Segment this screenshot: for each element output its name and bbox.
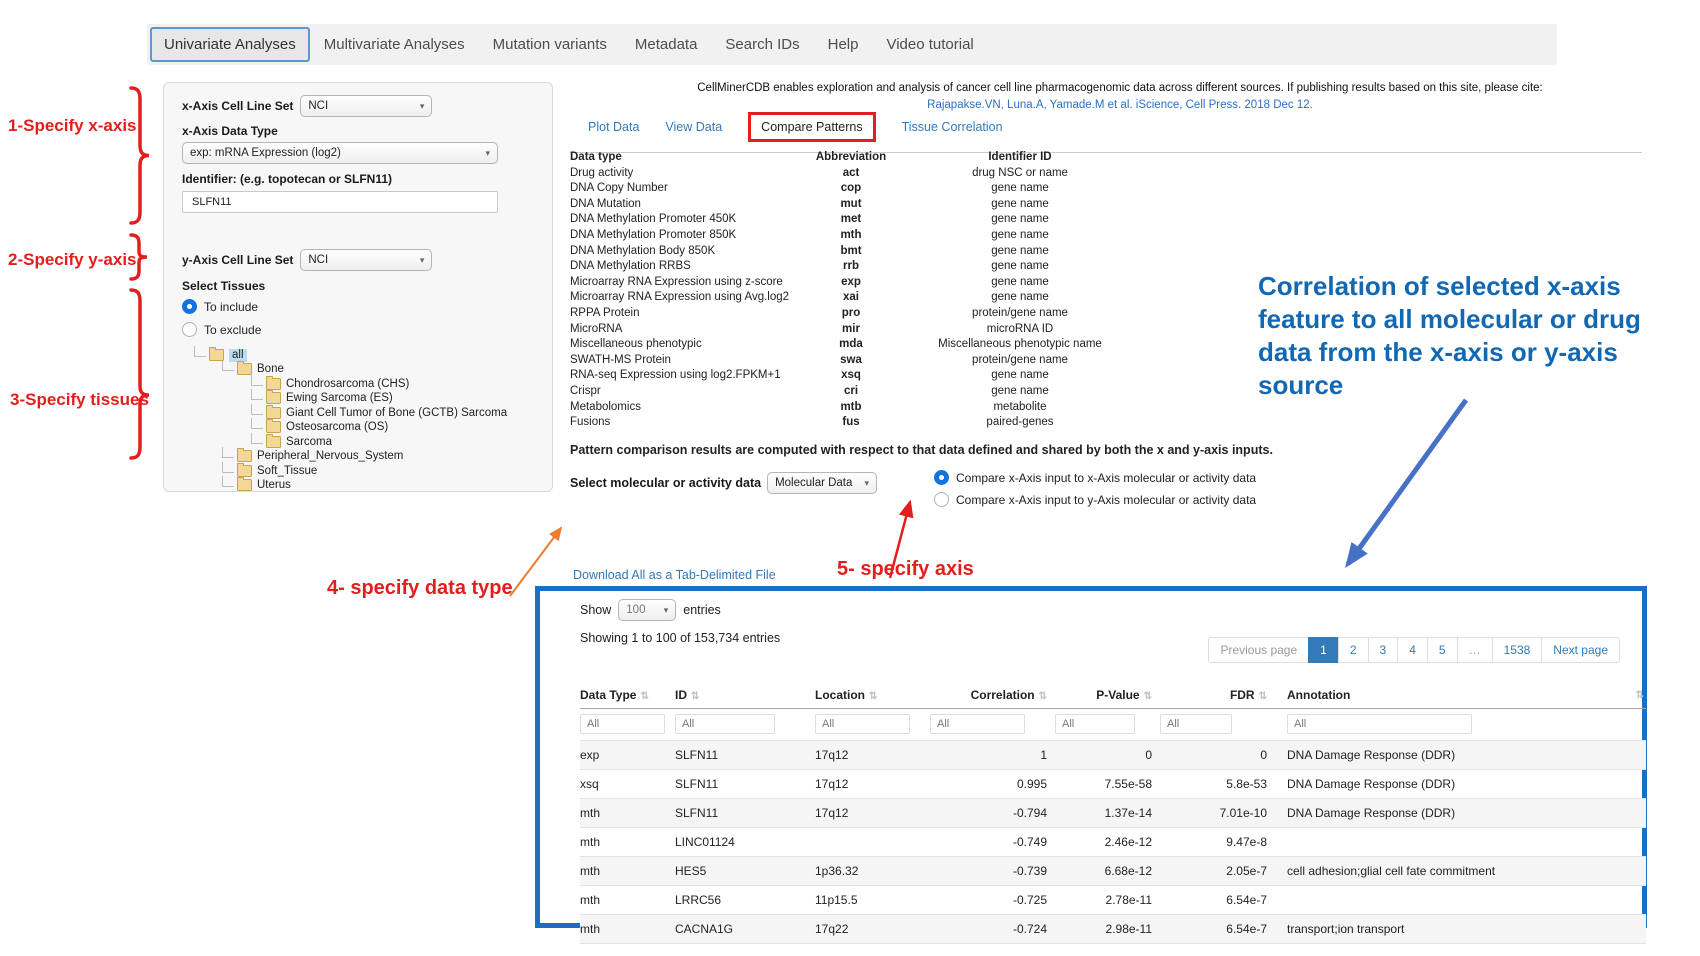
page-4-button[interactable]: 4 bbox=[1397, 637, 1428, 663]
cell-id: LRRC56 bbox=[675, 886, 815, 915]
x-axis-data-type-label: x-Axis Data Type bbox=[182, 124, 278, 138]
legend-name: RNA-seq Expression using log2.FPKM+1 bbox=[570, 369, 781, 382]
legend-row bbox=[570, 306, 1145, 322]
folder-icon bbox=[237, 363, 252, 375]
table-row bbox=[580, 886, 1646, 915]
pagination-ellipsis: … bbox=[1457, 637, 1493, 663]
cell-data-type: xsq bbox=[580, 770, 675, 799]
folder-icon bbox=[266, 421, 281, 433]
cell-p-value: 2.98e-11 bbox=[1055, 915, 1160, 944]
cell-location: 11p15.5 bbox=[815, 886, 930, 915]
page-3-button[interactable]: 3 bbox=[1368, 637, 1399, 663]
radio-on-icon bbox=[934, 470, 949, 485]
legend-name: Metabolomics bbox=[570, 400, 641, 413]
compare-axis-radio-group bbox=[934, 470, 1256, 514]
y-axis-cell-line-set-select[interactable] bbox=[300, 249, 432, 271]
cell-annotation bbox=[1275, 886, 1646, 915]
legend-name: DNA Methylation Promoter 450K bbox=[570, 213, 737, 226]
cell-location: 17q12 bbox=[815, 770, 930, 799]
legend-abbr: act bbox=[842, 166, 860, 179]
arrow-callout bbox=[1330, 392, 1480, 580]
table-row bbox=[580, 915, 1646, 944]
tree-node-label: Soft_Tissue bbox=[257, 464, 318, 477]
brace-x-axis bbox=[128, 83, 152, 228]
cell-data-type: mth bbox=[580, 857, 675, 886]
sort-icon: ⇅ bbox=[869, 691, 878, 702]
download-tab-delimited-link[interactable]: Download All as a Tab-Delimited File bbox=[573, 568, 776, 582]
legend-abbr: rrb bbox=[843, 260, 859, 273]
chevron-down-icon: ▾ bbox=[419, 254, 425, 265]
legend-row bbox=[570, 259, 1145, 275]
compare-y-axis-label: Compare x-Axis input to y-Axis molecular or activity data bbox=[956, 492, 1257, 507]
page-2-button[interactable]: 2 bbox=[1338, 637, 1369, 663]
cell-data-type: mth bbox=[580, 799, 675, 828]
legend-row bbox=[570, 322, 1145, 338]
legend-abbr: cri bbox=[843, 384, 859, 397]
sort-icon: ⇅ bbox=[1143, 691, 1152, 702]
legend-abbr: xai bbox=[843, 291, 859, 304]
legend-name: MicroRNA bbox=[570, 322, 623, 335]
legend-name: Microarray RNA Expression using z-score bbox=[570, 275, 783, 288]
cell-fdr: 5.8e-53 bbox=[1160, 770, 1275, 799]
legend-abbr: xsq bbox=[841, 369, 861, 382]
cell-id: LINC01124 bbox=[675, 828, 815, 857]
cell-location: 17q12 bbox=[815, 741, 930, 770]
page-1538-button[interactable]: 1538 bbox=[1492, 637, 1543, 663]
radio-to-include[interactable] bbox=[182, 299, 534, 314]
cell-data-type: mth bbox=[580, 915, 675, 944]
tree-node-sarcoma[interactable] bbox=[182, 434, 534, 449]
showing-entries-text: Showing 1 to 100 of 153,734 entries bbox=[580, 631, 781, 645]
citation-link[interactable]: Rajapakse.VN, Luna.A, Yamade.M et al. iScience, Cell Press. 2018 Dec 12. bbox=[927, 99, 1313, 111]
arrow-specify-axis bbox=[880, 490, 926, 586]
legend-name: RPPA Protein bbox=[570, 306, 640, 319]
cell-correlation: -0.724 bbox=[930, 915, 1055, 944]
tree-node-label: Chondrosarcoma (CHS) bbox=[286, 377, 410, 390]
legend-abbr: mda bbox=[839, 338, 863, 351]
legend-id: gene name bbox=[991, 228, 1049, 241]
legend-name: SWATH-MS Protein bbox=[570, 353, 671, 366]
legend-id: gene name bbox=[991, 291, 1049, 304]
legend-abbr: cop bbox=[840, 182, 862, 195]
tree-node-gctb-sarcoma[interactable] bbox=[182, 405, 534, 420]
cell-annotation: cell adhesion;glial cell fate commitment bbox=[1275, 857, 1646, 886]
legend-row bbox=[570, 368, 1145, 384]
table-row bbox=[580, 857, 1646, 886]
legend-name: DNA Methylation Body 850K bbox=[570, 244, 716, 257]
legend-name: DNA Mutation bbox=[570, 197, 641, 210]
cell-p-value: 2.78e-11 bbox=[1055, 886, 1160, 915]
folder-icon bbox=[237, 465, 252, 477]
tree-connector bbox=[222, 476, 234, 487]
sort-icon: ⇅ bbox=[691, 691, 700, 702]
tab-tissue-correlation[interactable]: Tissue Correlation bbox=[901, 120, 1003, 134]
legend-abbr: mth bbox=[840, 228, 862, 241]
annotation-step5: 5- specify axis bbox=[837, 558, 974, 580]
x-axis-cell-line-set-label: x-Axis Cell Line Set bbox=[182, 99, 294, 113]
tab-help[interactable]: Help bbox=[827, 36, 859, 53]
legend-name: DNA Methylation Promoter 850K bbox=[570, 228, 737, 241]
cell-annotation bbox=[1275, 828, 1646, 857]
cell-location: 17q12 bbox=[815, 799, 930, 828]
legend-name: DNA Methylation RRBS bbox=[570, 260, 691, 273]
legend-row bbox=[570, 415, 1145, 431]
cell-p-value: 0 bbox=[1055, 741, 1160, 770]
tree-node-label: Ewing Sarcoma (ES) bbox=[286, 392, 393, 404]
cell-location: 17q22 bbox=[815, 915, 930, 944]
tab-compare-patterns[interactable]: Compare Patterns bbox=[748, 112, 875, 142]
filter-annotation-input[interactable] bbox=[1287, 714, 1472, 734]
tree-node-label: Sarcoma bbox=[286, 435, 333, 448]
legend-name: Microarray RNA Expression using Avg.log2 bbox=[570, 291, 790, 304]
page-size-value: 100 bbox=[626, 604, 646, 616]
y-axis-cell-line-set-label: y-Axis Cell Line Set bbox=[182, 253, 294, 267]
col-header-data-type[interactable]: Data Type ⇅ bbox=[580, 685, 675, 709]
cell-data-type: exp bbox=[580, 741, 675, 770]
tab-mutation-variants[interactable]: Mutation variants bbox=[492, 36, 607, 53]
cell-location bbox=[815, 828, 930, 857]
cell-id: SLFN11 bbox=[675, 741, 815, 770]
y-axis-cell-line-set-value: NCI bbox=[308, 254, 329, 266]
legend-id: gene name bbox=[991, 369, 1049, 382]
folder-icon bbox=[266, 407, 281, 419]
legend-row bbox=[570, 166, 1145, 182]
cell-id: SLFN11 bbox=[675, 799, 815, 828]
page-size-select[interactable] bbox=[618, 599, 676, 621]
tree-node-chondrosarcoma[interactable] bbox=[182, 376, 534, 391]
legend-id: metabolite bbox=[993, 400, 1047, 413]
legend-id: paired-genes bbox=[986, 416, 1054, 429]
cell-location: 1p36.32 bbox=[815, 857, 930, 886]
folder-icon bbox=[209, 349, 224, 361]
tree-connector bbox=[222, 462, 234, 473]
cell-fdr: 6.54e-7 bbox=[1160, 886, 1275, 915]
results-highlight-box bbox=[535, 586, 1647, 936]
brace-y-axis bbox=[128, 231, 152, 283]
compare-x-axis-label: Compare x-Axis input to x-Axis molecular or activity data bbox=[956, 470, 1257, 485]
chevron-down-icon: ▾ bbox=[485, 147, 490, 158]
legend-id: gene name bbox=[991, 213, 1049, 226]
col-header-location[interactable]: Location ⇅ bbox=[815, 685, 930, 709]
filter-fdr-input[interactable] bbox=[1160, 714, 1232, 734]
folder-icon bbox=[266, 436, 281, 448]
legend-id: gene name bbox=[991, 197, 1049, 210]
annotation-step1: 1-Specify x-axis bbox=[8, 116, 137, 135]
tree-connector bbox=[251, 389, 263, 400]
col-header-p-value[interactable]: P-Value ⇅ bbox=[1055, 685, 1160, 709]
tree-connector bbox=[251, 375, 263, 386]
legend-row bbox=[570, 384, 1145, 400]
tree-node-bone[interactable] bbox=[182, 362, 534, 377]
chevron-down-icon: ▾ bbox=[419, 100, 425, 111]
table-row bbox=[580, 828, 1646, 857]
tree-connector bbox=[222, 360, 234, 371]
brace-tissues bbox=[128, 285, 152, 463]
radio-compare-x-axis[interactable] bbox=[934, 470, 1256, 485]
tab-metadata[interactable]: Metadata bbox=[634, 36, 698, 53]
pagination bbox=[1209, 637, 1620, 663]
radio-off-icon bbox=[934, 492, 949, 507]
col-header-annotation[interactable]: Annotation ⇅ bbox=[1275, 685, 1646, 709]
col-header-fdr[interactable]: FDR ⇅ bbox=[1160, 685, 1275, 709]
table-row bbox=[580, 741, 1646, 770]
legend-id: protein/gene name bbox=[972, 353, 1068, 366]
cell-annotation: transport;ion transport bbox=[1275, 915, 1646, 944]
radio-off-icon bbox=[182, 322, 197, 337]
cell-p-value: 1.37e-14 bbox=[1055, 799, 1160, 828]
legend-row bbox=[570, 197, 1145, 213]
cell-p-value: 6.68e-12 bbox=[1055, 857, 1160, 886]
radio-on-icon bbox=[182, 299, 197, 314]
tree-node-label: Giant Cell Tumor of Bone (GCTB) Sarcoma bbox=[286, 406, 508, 419]
legend-id: gene name bbox=[991, 182, 1049, 195]
view-tabs bbox=[588, 112, 1003, 142]
show-label: Show bbox=[580, 603, 612, 617]
legend-abbr: exp bbox=[841, 275, 861, 288]
tab-plot-data[interactable]: Plot Data bbox=[588, 120, 640, 134]
cell-fdr: 6.54e-7 bbox=[1160, 915, 1275, 944]
tree-node-label: Bone bbox=[257, 363, 284, 375]
legend-row bbox=[570, 353, 1145, 369]
tree-connector bbox=[251, 433, 263, 444]
identifier-input[interactable] bbox=[182, 191, 498, 213]
x-axis-cell-line-set-value: NCI bbox=[308, 100, 329, 112]
legend-id: gene name bbox=[991, 275, 1049, 288]
cell-annotation: DNA Damage Response (DDR) bbox=[1275, 799, 1646, 828]
data-type-legend-table bbox=[570, 150, 1145, 431]
cell-fdr: 7.01e-10 bbox=[1160, 799, 1275, 828]
legend-row bbox=[570, 244, 1145, 260]
legend-row bbox=[570, 290, 1145, 306]
legend-header-data-type: Data type bbox=[570, 151, 622, 163]
top-nav bbox=[147, 24, 1557, 65]
legend-name: Crispr bbox=[570, 384, 601, 397]
filter-correlation-input[interactable] bbox=[930, 714, 1025, 734]
cell-correlation: -0.739 bbox=[930, 857, 1055, 886]
legend-id: gene name bbox=[991, 260, 1049, 273]
legend-id: protein/gene name bbox=[972, 306, 1068, 319]
tree-node-label: all bbox=[229, 349, 247, 362]
annotation-step2: 2-Specify y-axis bbox=[8, 250, 137, 269]
legend-abbr: pro bbox=[841, 306, 861, 319]
correlation-callout: Correlation of selected x-axis feature to all molecular or drug data from the x-axis or y-axis source bbox=[1258, 271, 1641, 400]
filter-id-input[interactable] bbox=[675, 714, 775, 734]
tree-connector bbox=[251, 418, 263, 429]
cell-p-value: 2.46e-12 bbox=[1055, 828, 1160, 857]
tree-node-soft-tissue[interactable] bbox=[182, 463, 534, 478]
legend-name: Drug activity bbox=[570, 166, 634, 179]
select-molecular-data-label: Select molecular or activity data bbox=[570, 476, 762, 490]
tree-node-all[interactable] bbox=[182, 347, 534, 362]
legend-row bbox=[570, 337, 1145, 353]
cell-correlation: -0.794 bbox=[930, 799, 1055, 828]
legend-name: DNA Copy Number bbox=[570, 182, 668, 195]
filter-data-type-input[interactable] bbox=[580, 714, 665, 734]
to-include-label: To include bbox=[204, 299, 259, 314]
axis-settings-panel bbox=[163, 82, 553, 492]
entries-label: entries bbox=[683, 603, 721, 617]
tissue-tree bbox=[182, 347, 534, 492]
tree-connector bbox=[222, 447, 234, 458]
folder-icon bbox=[266, 392, 281, 404]
legend-id: microRNA ID bbox=[986, 322, 1054, 335]
sort-icon: ⇅ bbox=[1258, 691, 1267, 702]
legend-row bbox=[570, 212, 1145, 228]
cell-data-type: mth bbox=[580, 828, 675, 857]
table-row bbox=[580, 770, 1646, 799]
legend-row bbox=[570, 275, 1145, 291]
select-tissues-label: Select Tissues bbox=[182, 279, 266, 293]
sort-icon: ⇅ bbox=[640, 691, 649, 702]
tab-view-data[interactable]: View Data bbox=[665, 120, 723, 134]
folder-icon bbox=[266, 378, 281, 390]
filter-p-value-input[interactable] bbox=[1055, 714, 1135, 734]
chevron-down-icon: ▾ bbox=[663, 604, 669, 615]
page-1-button[interactable]: 1 bbox=[1308, 637, 1339, 663]
table-row bbox=[580, 799, 1646, 828]
radio-to-exclude[interactable] bbox=[182, 322, 534, 337]
cell-correlation: -0.725 bbox=[930, 886, 1055, 915]
molecular-data-select[interactable] bbox=[767, 472, 877, 494]
legend-id: drug NSC or name bbox=[972, 166, 1068, 179]
tab-multivariate-analyses[interactable]: Multivariate Analyses bbox=[323, 36, 465, 53]
tab-video-tutorial[interactable]: Video tutorial bbox=[886, 36, 974, 53]
legend-abbr: bmt bbox=[840, 244, 862, 257]
cell-p-value: 7.55e-58 bbox=[1055, 770, 1160, 799]
tree-node-ewing-sarcoma[interactable] bbox=[182, 391, 534, 406]
legend-id: Miscellaneous phenotypic name bbox=[938, 338, 1102, 351]
cell-fdr: 0 bbox=[1160, 741, 1275, 770]
radio-compare-y-axis[interactable] bbox=[934, 492, 1256, 507]
tree-connector bbox=[251, 404, 263, 415]
cell-fdr: 2.05e-7 bbox=[1160, 857, 1275, 886]
previous-page-button[interactable]: Previous page bbox=[1208, 637, 1309, 663]
x-axis-data-type-value: exp: mRNA Expression (log2) bbox=[190, 147, 341, 159]
tree-node-label: Uterus bbox=[257, 479, 291, 491]
legend-abbr: mtb bbox=[840, 400, 862, 413]
tree-node-uterus[interactable] bbox=[182, 478, 534, 493]
legend-abbr: fus bbox=[842, 416, 860, 429]
legend-abbr: mut bbox=[840, 197, 862, 210]
pattern-comparison-note: Pattern comparison results are computed with respect to that data defined and shared by both the x and y-axis inputs. bbox=[570, 443, 1273, 457]
cell-data-type: mth bbox=[580, 886, 675, 915]
legend-header-abbreviation: Abbreviation bbox=[815, 151, 887, 163]
cell-correlation: -0.749 bbox=[930, 828, 1055, 857]
citation-text: CellMinerCDB enables exploration and analysis of cancer cell line pharmacogenomic data across different sources. If publishing results based on this site, please cite: bbox=[697, 82, 1543, 94]
sort-icon: ⇅ bbox=[1635, 690, 1644, 701]
tree-connector bbox=[194, 346, 206, 357]
cell-annotation: DNA Damage Response (DDR) bbox=[1275, 741, 1646, 770]
x-axis-cell-line-set-select[interactable] bbox=[300, 95, 432, 117]
next-page-button[interactable]: Next page bbox=[1541, 637, 1620, 663]
legend-abbr: mir bbox=[842, 322, 860, 335]
cell-annotation: DNA Damage Response (DDR) bbox=[1275, 770, 1646, 799]
tree-node-label: Osteosarcoma (OS) bbox=[286, 421, 389, 433]
legend-abbr: met bbox=[840, 213, 862, 226]
legend-header-identifier-id: Identifier ID bbox=[988, 151, 1052, 163]
legend-row bbox=[570, 400, 1145, 416]
folder-icon bbox=[237, 479, 252, 491]
cell-id: CACNA1G bbox=[675, 915, 815, 944]
annotation-step3: 3-Specify tissues bbox=[10, 390, 149, 409]
cell-id: SLFN11 bbox=[675, 770, 815, 799]
tree-node-peripheral-nervous-system[interactable] bbox=[182, 449, 534, 464]
identifier-label: Identifier: (e.g. topotecan or SLFN11) bbox=[182, 172, 393, 186]
tree-node-label: Peripheral_Nervous_System bbox=[257, 450, 404, 462]
filter-location-input[interactable] bbox=[815, 714, 910, 734]
annotation-step4: 4- specify data type bbox=[327, 577, 513, 599]
to-exclude-label: To exclude bbox=[204, 322, 262, 337]
sort-icon: ⇅ bbox=[1038, 691, 1047, 702]
x-axis-data-type-select[interactable] bbox=[182, 142, 498, 164]
legend-row bbox=[570, 181, 1145, 197]
legend-name: Miscellaneous phenotypic bbox=[570, 338, 702, 351]
col-header-correlation[interactable]: Correlation ⇅ bbox=[930, 685, 1055, 709]
cell-fdr: 9.47e-8 bbox=[1160, 828, 1275, 857]
folder-icon bbox=[237, 450, 252, 462]
legend-id: gene name bbox=[991, 384, 1049, 397]
tree-node-osteosarcoma[interactable] bbox=[182, 420, 534, 435]
cell-id: HES5 bbox=[675, 857, 815, 886]
legend-abbr: swa bbox=[840, 353, 862, 366]
page-5-button[interactable]: 5 bbox=[1427, 637, 1458, 663]
chevron-down-icon: ▾ bbox=[864, 477, 870, 488]
correlation-results-table bbox=[580, 685, 1646, 944]
tab-univariate-analyses[interactable]: Univariate Analyses bbox=[150, 27, 310, 62]
legend-row bbox=[570, 228, 1145, 244]
cell-correlation: 1 bbox=[930, 741, 1055, 770]
legend-name: Fusions bbox=[570, 416, 611, 429]
molecular-data-value: Molecular Data bbox=[775, 477, 853, 489]
col-header-id[interactable]: ID ⇅ bbox=[675, 685, 815, 709]
tab-search-ids[interactable]: Search IDs bbox=[725, 36, 800, 53]
cell-correlation: 0.995 bbox=[930, 770, 1055, 799]
legend-id: gene name bbox=[991, 244, 1049, 257]
